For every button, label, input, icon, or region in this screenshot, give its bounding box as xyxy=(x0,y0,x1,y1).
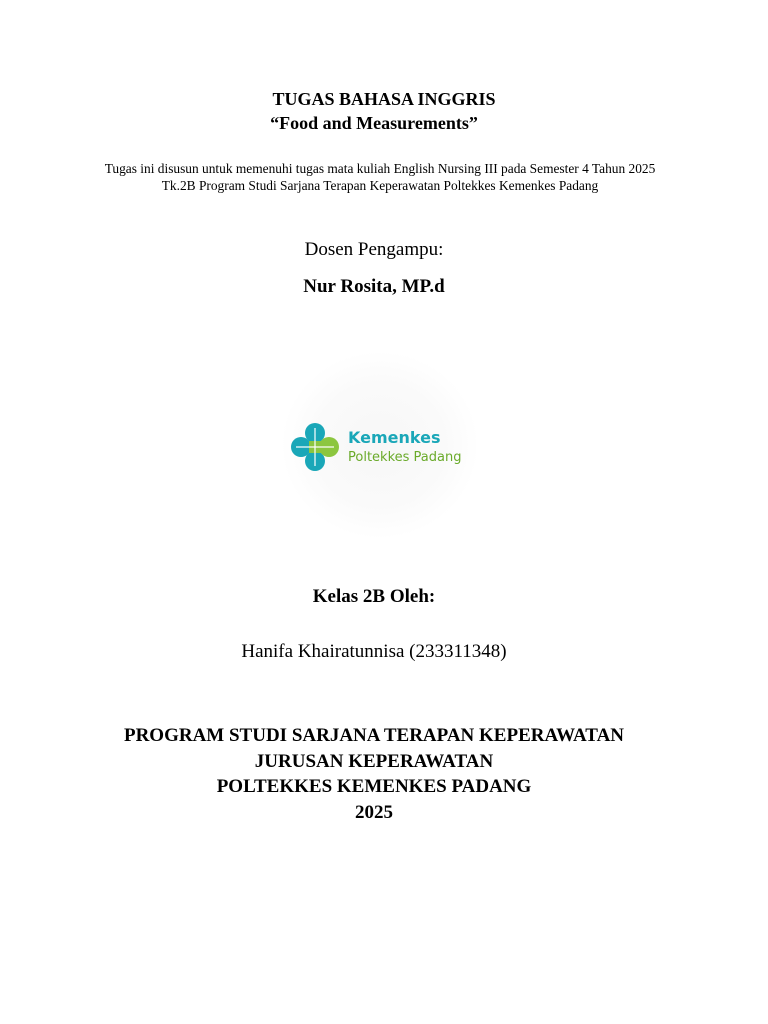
footer-line-department: JURUSAN KEPERAWATAN xyxy=(254,750,494,772)
footer-line-program: PROGRAM STUDI SARJANA TERAPAN KEPERAWATAN xyxy=(123,725,625,746)
lecturer-name: Nur Rosita, MP.d xyxy=(303,276,445,297)
lecturer-label: Dosen Pengampu: xyxy=(304,239,444,260)
logo-text-kemenkes: Kemenkes xyxy=(348,428,441,447)
document-subtitle: “Food and Measurements” xyxy=(270,113,478,133)
student-name: Hanifa Khairatunnisa (233311348) xyxy=(241,641,507,662)
kemenkes-logo-icon xyxy=(290,422,340,472)
institution-footer xyxy=(0,723,758,825)
class-line: Kelas 2B Oleh: xyxy=(312,586,436,607)
purpose-statement: Tugas ini disusun untuk memenuhi tugas mata kuliah English Nursing III pada Semester 4 Tahun 2025 Tk.2B Program Studi Sarjana Terapan Keperawatan Poltekkes Kemenkes Padang xyxy=(104,161,656,193)
document-title: TUGAS BAHASA INGGRIS xyxy=(272,89,496,109)
logo-text-poltekkes: Poltekkes Padang xyxy=(348,450,462,465)
footer-line-institution: POLTEKKES KEMENKES PADANG xyxy=(216,776,532,797)
footer-line-year: 2025 xyxy=(355,801,393,823)
